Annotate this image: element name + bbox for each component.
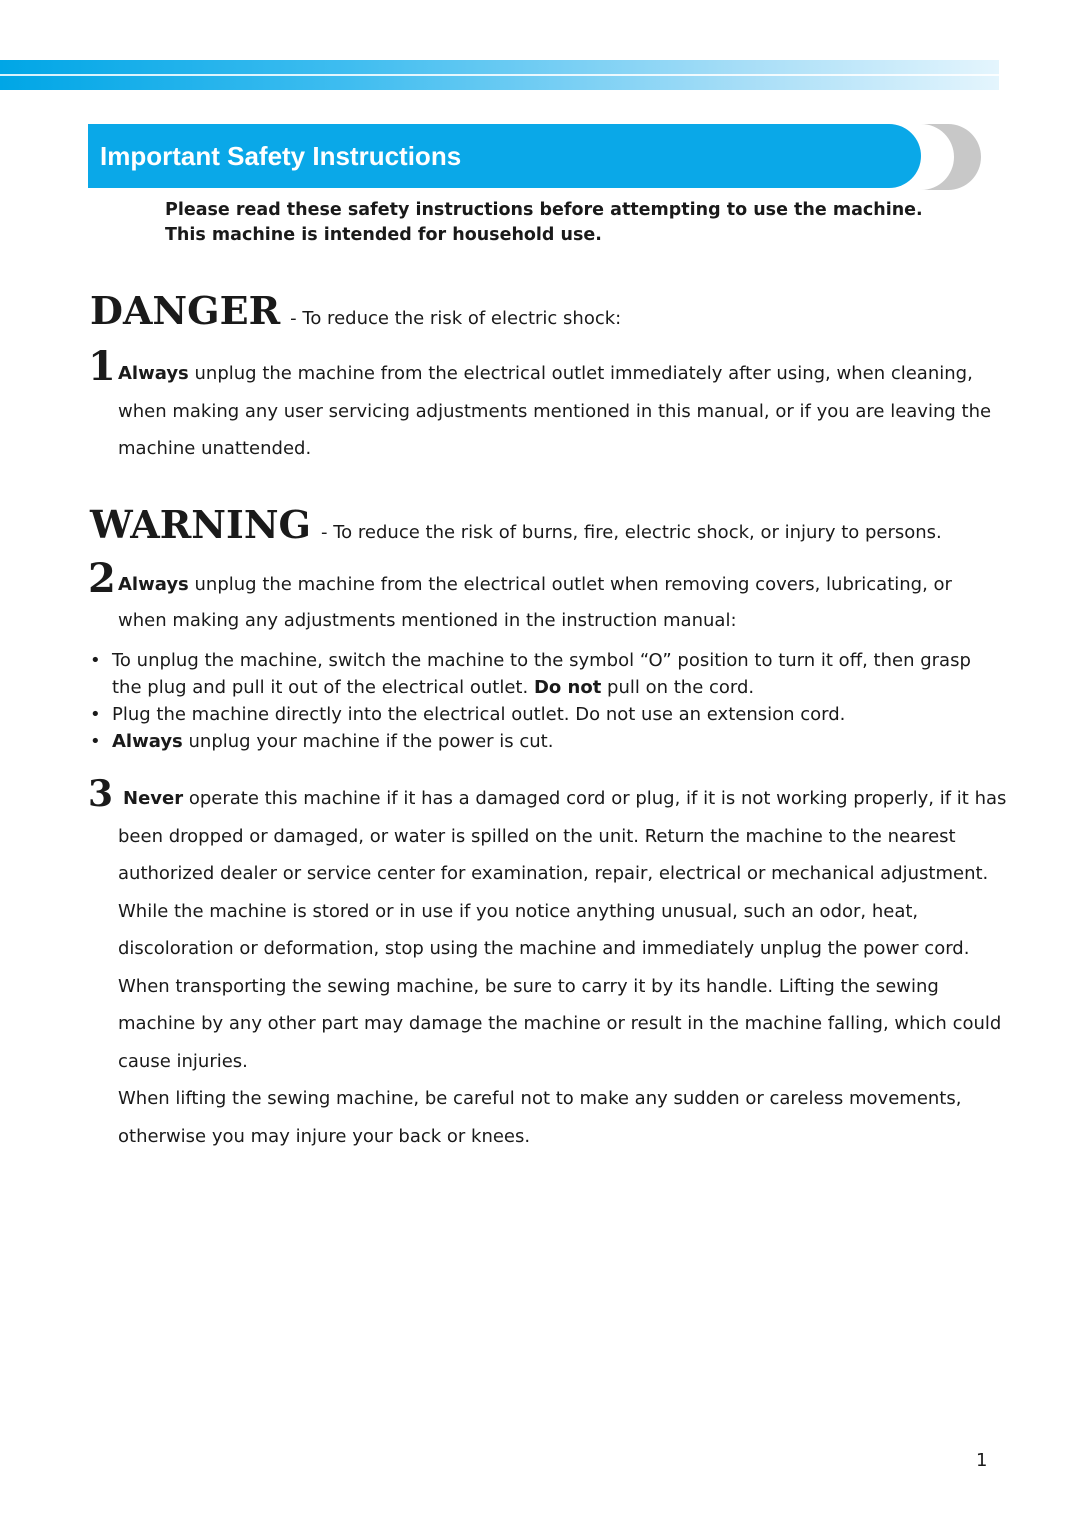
text-line: been dropped or damaged, or water is spilled on the unit. Return the machine to the nearest [118,825,956,847]
text-line: when making any user servicing adjustments mentioned in this manual, or if you are leaving the [118,400,992,422]
text-span: unplug the machine from the electrical outlet immediately after using, when cleaning, [194,363,973,384]
intro-line: This machine is intended for household use. [165,225,602,245]
bullet-dot: • [90,731,101,752]
text-line [118,567,998,603]
danger-item-text [118,355,998,468]
emphasis: Always [118,363,189,384]
text-span: the plug and pull it out of the electrical outlet. [112,677,529,698]
text-line [112,728,990,755]
text-line [118,780,1007,818]
emphasis: Always [112,731,183,752]
bullet-dot: • [90,704,101,725]
warning-item2-text [118,567,998,639]
text-line: discoloration or deformation, stop using the machine and immediately unplug the power cord. [118,938,970,959]
text-span: pull on the cord. [607,677,755,698]
top-bar-highlight [0,74,999,76]
emphasis: Do not [533,677,602,698]
emphasis: Always [118,574,189,595]
text-line: Plug the machine directly into the electrical outlet. Do not use an extension cord. [112,704,846,725]
text-line: otherwise you may injure your back or knees. [118,1125,531,1147]
warning-word: WARNING [90,502,312,547]
text-span: operate this machine if it has a damaged cord or plug, if it is not working properly, if it has [188,788,1007,809]
text-line: cause injuries. [118,1050,248,1072]
bullet-item [90,728,990,755]
bullet-item [90,701,990,728]
warning-heading [90,502,942,547]
text-line [118,355,998,393]
bullet-item [90,647,990,701]
item-number-3: 3 [88,773,114,815]
page-number: 1 [976,1450,988,1471]
text-line: when making any adjustments mentioned in the instruction manual: [118,610,737,631]
text-line: authorized dealer or service center for examination, repair, electrical or mechanical adjustment. [118,863,989,884]
emphasis: Never [123,788,184,809]
item-number-1: 1 [88,343,116,390]
intro-line: Please read these safety instructions before attempting to use the machine. [165,200,923,220]
chevron-icon [915,124,985,190]
text-line: To unplug the machine, switch the machine to the symbol “O” position to turn it off, then grasp [112,650,971,671]
warning-subtitle: - To reduce the risk of burns, fire, electric shock, or injury to persons. [321,522,942,543]
text-span: unplug your machine if the power is cut. [188,731,554,752]
danger-heading [90,288,621,333]
text-line: When transporting the sewing machine, be sure to carry it by its handle. Lifting the sewing [118,975,939,997]
danger-subtitle: - To reduce the risk of electric shock: [290,308,622,329]
text-line [112,674,990,701]
intro-text [165,198,965,248]
text-line: machine by any other part may damage the machine or result in the machine falling, which could [118,1013,1002,1034]
danger-word: DANGER [90,288,281,333]
text-line: machine unattended. [118,438,312,459]
bullet-list [90,647,990,755]
text-line: While the machine is stored or in use if you notice anything unusual, such an odor, heat, [118,900,919,922]
text-line: When lifting the sewing machine, be careful not to make any sudden or careless movements, [118,1088,962,1109]
bullet-dot: • [90,650,101,671]
text-span: unplug the machine from the electrical outlet when removing covers, lubricating, or [194,574,952,595]
warning-item3-text [118,780,1007,1155]
item-number-2: 2 [88,555,116,602]
page-title: Important Safety Instructions [100,141,462,171]
